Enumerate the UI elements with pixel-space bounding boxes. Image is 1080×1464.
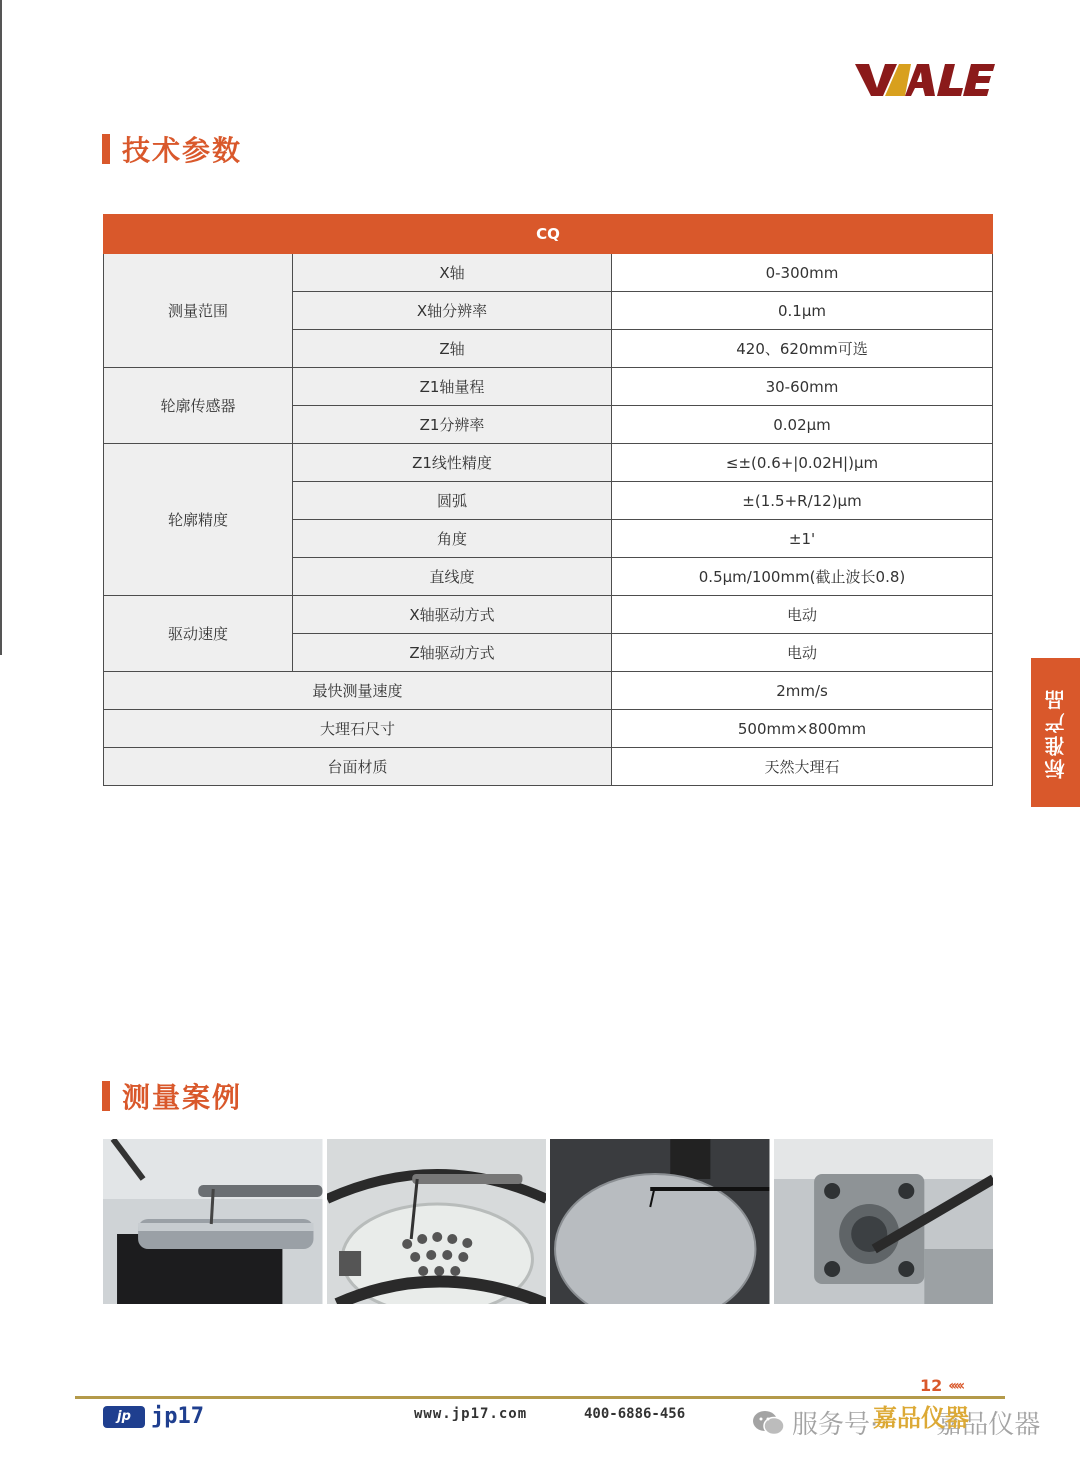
param-value: ≤±(0.6+|0.02H|)μm — [612, 444, 993, 482]
param-label: Z1轴量程 — [293, 368, 612, 406]
param-value: 电动 — [612, 596, 993, 634]
table-row — [104, 596, 993, 634]
param-label: 角度 — [293, 520, 612, 558]
side-category-tab — [1031, 658, 1080, 807]
case-photo-strip — [103, 1139, 993, 1304]
param-value: 0-300mm — [612, 254, 993, 292]
param-label: Z1分辨率 — [293, 406, 612, 444]
table-header-row — [104, 215, 993, 254]
specs-section-title — [102, 132, 242, 166]
title-accent-bar — [102, 134, 110, 164]
watermark-name-a: 嘉品仪器 — [873, 1404, 969, 1432]
cases-section-title — [102, 1079, 242, 1113]
group-label: 测量范围 — [104, 254, 293, 368]
side-tab-label: 标准产品 — [1044, 686, 1068, 779]
param-label: 最快测量速度 — [104, 672, 612, 710]
jp-logo-mark: jp — [103, 1406, 145, 1428]
spec-table — [103, 214, 993, 786]
wale-logo — [855, 58, 995, 102]
table-row — [104, 710, 993, 748]
param-label: Z轴驱动方式 — [293, 634, 612, 672]
param-label: Z1线性精度 — [293, 444, 612, 482]
table-row — [104, 672, 993, 710]
wechat-watermark — [752, 1404, 1040, 1441]
param-value: 2mm/s — [612, 672, 993, 710]
param-label: 大理石尺寸 — [104, 710, 612, 748]
watermark-prefix: 服务号· — [792, 1410, 879, 1440]
case-photo-shaft — [103, 1139, 323, 1304]
param-label: X轴驱动方式 — [293, 596, 612, 634]
table-row — [104, 254, 993, 292]
param-value: ±(1.5+R/12)μm — [612, 482, 993, 520]
left-edge-rule — [0, 0, 2, 655]
case-photo-flange — [774, 1139, 994, 1304]
param-value: 0.5μm/100mm(截止波长0.8) — [612, 558, 993, 596]
page-number — [920, 1376, 962, 1395]
cases-title-text: 测量案例 — [122, 1081, 243, 1114]
group-label: 轮廓精度 — [104, 444, 293, 596]
param-value: 天然大理石 — [612, 748, 993, 786]
param-value: 电动 — [612, 634, 993, 672]
param-value: 30-60mm — [612, 368, 993, 406]
footer-phone: 400-6886-456 — [584, 1406, 686, 1422]
table-row — [104, 444, 993, 482]
param-label: 台面材质 — [104, 748, 612, 786]
table-row — [104, 368, 993, 406]
title-accent-bar — [102, 1081, 110, 1111]
param-label: 直线度 — [293, 558, 612, 596]
group-label: 轮廓传感器 — [104, 368, 293, 444]
page-number-text: 12 — [920, 1376, 943, 1395]
footer-rule — [75, 1396, 1005, 1399]
wechat-icon — [752, 1409, 786, 1437]
param-value: ±1' — [612, 520, 993, 558]
param-label: X轴分辨率 — [293, 292, 612, 330]
param-value: 500mm×800mm — [612, 710, 993, 748]
table-row — [104, 748, 993, 786]
group-label: 驱动速度 — [104, 596, 293, 672]
param-label: X轴 — [293, 254, 612, 292]
param-label: 圆弧 — [293, 482, 612, 520]
footer-website: www.jp17.com — [414, 1406, 528, 1422]
footer-logo — [103, 1404, 204, 1429]
jp-logo-name: jp17 — [151, 1404, 204, 1429]
specs-title-text: 技术参数 — [122, 134, 243, 167]
param-value: 420、620mm可选 — [612, 330, 993, 368]
chevrons-icon: ‹‹‹‹‹ — [948, 1377, 963, 1394]
param-label: Z轴 — [293, 330, 612, 368]
model-header: CQ — [104, 215, 993, 254]
param-value: 0.02μm — [612, 406, 993, 444]
case-photo-glass-plate — [327, 1139, 547, 1304]
param-value: 0.1μm — [612, 292, 993, 330]
watermark-name-b: 嘉品仪器 — [936, 1410, 1041, 1440]
case-photo-disc — [550, 1139, 770, 1304]
